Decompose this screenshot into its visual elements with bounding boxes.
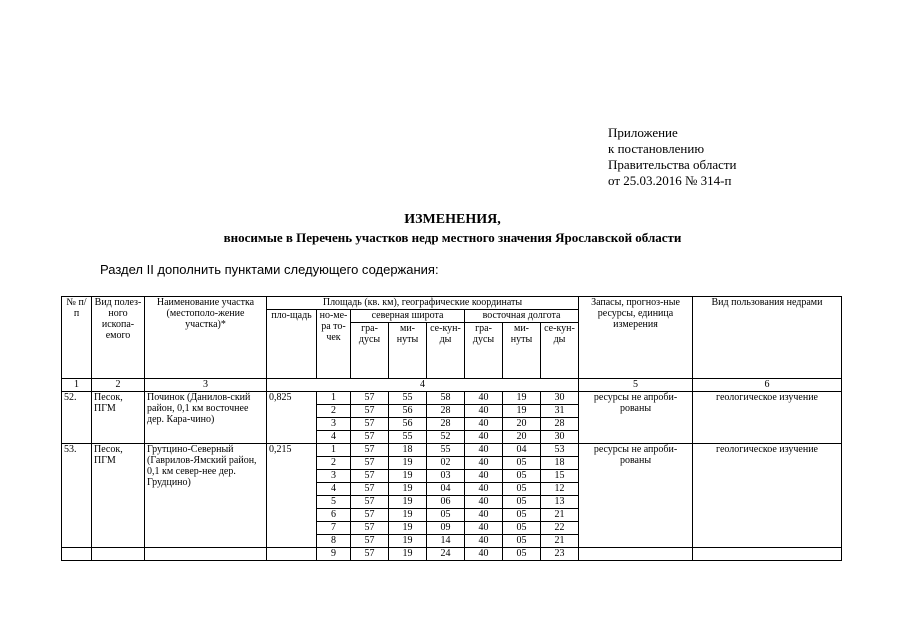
lat-deg: 57 bbox=[351, 405, 389, 418]
col-number: 1 bbox=[62, 379, 92, 392]
lat-min: 19 bbox=[389, 522, 427, 535]
lon-deg: 40 bbox=[465, 496, 503, 509]
appendix-line: Приложение bbox=[608, 125, 678, 140]
lon-min: 20 bbox=[503, 418, 541, 431]
point-number: 2 bbox=[317, 457, 351, 470]
empty-cell bbox=[145, 548, 267, 561]
lat-deg: 57 bbox=[351, 483, 389, 496]
lat-min: 19 bbox=[389, 509, 427, 522]
lat-min: 56 bbox=[389, 418, 427, 431]
header-num: № п/п bbox=[62, 297, 92, 379]
lat-min: 19 bbox=[389, 457, 427, 470]
empty-cell bbox=[267, 548, 317, 561]
header-lat-deg: гра-дусы bbox=[351, 323, 389, 379]
appendix-block bbox=[608, 125, 737, 189]
lon-deg: 40 bbox=[465, 509, 503, 522]
row-num: 52. bbox=[62, 392, 92, 444]
lon-deg: 40 bbox=[465, 444, 503, 457]
lat-sec: 55 bbox=[427, 444, 465, 457]
lon-sec: 53 bbox=[541, 444, 579, 457]
point-number: 8 bbox=[317, 535, 351, 548]
point-number: 1 bbox=[317, 444, 351, 457]
point-number: 2 bbox=[317, 405, 351, 418]
row-area: 0,825 bbox=[267, 392, 317, 444]
point-number: 7 bbox=[317, 522, 351, 535]
lat-sec: 28 bbox=[427, 405, 465, 418]
lat-min: 55 bbox=[389, 431, 427, 444]
lat-deg: 57 bbox=[351, 535, 389, 548]
intro-text: Раздел II дополнить пунктами следующего содержания: bbox=[100, 262, 439, 277]
lat-deg: 57 bbox=[351, 470, 389, 483]
col-number: 3 bbox=[145, 379, 267, 392]
lat-sec: 02 bbox=[427, 457, 465, 470]
lon-sec: 18 bbox=[541, 457, 579, 470]
header-lon-min: ми-нуты bbox=[503, 323, 541, 379]
col-number: 5 bbox=[579, 379, 693, 392]
lon-min: 05 bbox=[503, 522, 541, 535]
row-mineral: Песок, ПГМ bbox=[92, 444, 145, 548]
lon-deg: 40 bbox=[465, 483, 503, 496]
lon-deg: 40 bbox=[465, 405, 503, 418]
lat-min: 55 bbox=[389, 392, 427, 405]
lon-min: 05 bbox=[503, 483, 541, 496]
lon-sec: 15 bbox=[541, 470, 579, 483]
empty-cell bbox=[693, 548, 842, 561]
header-lon: восточная долгота bbox=[465, 310, 579, 323]
lon-min: 05 bbox=[503, 548, 541, 561]
row-usage: геологическое изучение bbox=[693, 444, 842, 548]
appendix-line: от 25.03.2016 № 314-п bbox=[608, 173, 732, 188]
header-mineral: Вид полез-ного ископа-емого bbox=[92, 297, 145, 379]
lon-sec: 31 bbox=[541, 405, 579, 418]
point-number: 5 bbox=[317, 496, 351, 509]
lon-min: 20 bbox=[503, 431, 541, 444]
lat-min: 19 bbox=[389, 535, 427, 548]
point-number: 1 bbox=[317, 392, 351, 405]
lon-min: 05 bbox=[503, 535, 541, 548]
lat-sec: 28 bbox=[427, 418, 465, 431]
empty-cell bbox=[92, 548, 145, 561]
lon-deg: 40 bbox=[465, 392, 503, 405]
document-subtitle: вносимые в Перечень участков недр местного значения Ярославской области bbox=[223, 230, 682, 245]
lat-sec: 52 bbox=[427, 431, 465, 444]
row-usage: геологическое изучение bbox=[693, 392, 842, 444]
lon-sec: 21 bbox=[541, 509, 579, 522]
row-area: 0,215 bbox=[267, 444, 317, 548]
lon-deg: 40 bbox=[465, 522, 503, 535]
col-number: 2 bbox=[92, 379, 145, 392]
header-lat-min: ми-нуты bbox=[389, 323, 427, 379]
lon-sec: 23 bbox=[541, 548, 579, 561]
lon-deg: 40 bbox=[465, 418, 503, 431]
header-lat: северная широта bbox=[351, 310, 465, 323]
row-mineral: Песок, ПГМ bbox=[92, 392, 145, 444]
lat-sec: 14 bbox=[427, 535, 465, 548]
lat-sec: 09 bbox=[427, 522, 465, 535]
lat-sec: 04 bbox=[427, 483, 465, 496]
lon-deg: 40 bbox=[465, 470, 503, 483]
lat-deg: 57 bbox=[351, 431, 389, 444]
lat-min: 19 bbox=[389, 470, 427, 483]
lat-deg: 57 bbox=[351, 457, 389, 470]
lat-min: 19 bbox=[389, 548, 427, 561]
header-area: пло-щадь bbox=[267, 310, 317, 379]
lat-sec: 03 bbox=[427, 470, 465, 483]
appendix-line: Правительства области bbox=[608, 157, 737, 172]
lon-min: 05 bbox=[503, 509, 541, 522]
lat-deg: 57 bbox=[351, 418, 389, 431]
row-reserves: ресурсы не апроби-рованы bbox=[579, 392, 693, 444]
document-title: ИЗМЕНЕНИЯ, bbox=[404, 212, 501, 227]
header-name: Наименование участка (местополо-жение участка)* bbox=[145, 297, 267, 379]
row-name: Грутцино-Северный (Гаврилов-Ямский район, 0,1 км север-нее дер. Грудцино) bbox=[145, 444, 267, 548]
lat-deg: 57 bbox=[351, 444, 389, 457]
lat-min: 18 bbox=[389, 444, 427, 457]
lat-min: 56 bbox=[389, 405, 427, 418]
lon-min: 05 bbox=[503, 470, 541, 483]
lon-deg: 40 bbox=[465, 548, 503, 561]
subsoil-table bbox=[61, 296, 842, 561]
point-number: 9 bbox=[317, 548, 351, 561]
lon-min: 19 bbox=[503, 405, 541, 418]
lon-deg: 40 bbox=[465, 431, 503, 444]
point-number: 3 bbox=[317, 470, 351, 483]
header-usage: Вид пользования недрами bbox=[693, 297, 842, 379]
lat-deg: 57 bbox=[351, 496, 389, 509]
lat-min: 19 bbox=[389, 496, 427, 509]
lat-sec: 58 bbox=[427, 392, 465, 405]
point-number: 6 bbox=[317, 509, 351, 522]
lon-sec: 28 bbox=[541, 418, 579, 431]
lon-min: 05 bbox=[503, 496, 541, 509]
lat-deg: 57 bbox=[351, 509, 389, 522]
lon-deg: 40 bbox=[465, 535, 503, 548]
lon-sec: 22 bbox=[541, 522, 579, 535]
empty-cell bbox=[62, 548, 92, 561]
header-lon-sec: се-кун-ды bbox=[541, 323, 579, 379]
lat-sec: 24 bbox=[427, 548, 465, 561]
point-number: 4 bbox=[317, 483, 351, 496]
lon-min: 04 bbox=[503, 444, 541, 457]
lon-deg: 40 bbox=[465, 457, 503, 470]
lon-sec: 21 bbox=[541, 535, 579, 548]
point-number: 4 bbox=[317, 431, 351, 444]
header-area-coords: Площадь (кв. км), географические координаты bbox=[267, 297, 579, 310]
lat-sec: 05 bbox=[427, 509, 465, 522]
header-reserves: Запасы, прогноз-ные ресурсы, единица измерения bbox=[579, 297, 693, 379]
point-number: 3 bbox=[317, 418, 351, 431]
row-num: 53. bbox=[62, 444, 92, 548]
lon-min: 05 bbox=[503, 457, 541, 470]
lon-sec: 30 bbox=[541, 431, 579, 444]
empty-cell bbox=[579, 548, 693, 561]
lon-sec: 30 bbox=[541, 392, 579, 405]
header-lat-sec: се-кун-ды bbox=[427, 323, 465, 379]
lat-deg: 57 bbox=[351, 392, 389, 405]
lon-min: 19 bbox=[503, 392, 541, 405]
lat-deg: 57 bbox=[351, 548, 389, 561]
lon-sec: 13 bbox=[541, 496, 579, 509]
col-number: 4 bbox=[267, 379, 579, 392]
lat-sec: 06 bbox=[427, 496, 465, 509]
col-number: 6 bbox=[693, 379, 842, 392]
lat-min: 19 bbox=[389, 483, 427, 496]
header-point: но-ме-ра то-чек bbox=[317, 310, 351, 379]
header-lon-deg: гра-дусы bbox=[465, 323, 503, 379]
row-name: Починок (Данилов-ский район, 0,1 км восточнее дер. Кара-чино) bbox=[145, 392, 267, 444]
lon-sec: 12 bbox=[541, 483, 579, 496]
appendix-line: к постановлению bbox=[608, 141, 705, 156]
lat-deg: 57 bbox=[351, 522, 389, 535]
row-reserves: ресурсы не апроби-рованы bbox=[579, 444, 693, 548]
